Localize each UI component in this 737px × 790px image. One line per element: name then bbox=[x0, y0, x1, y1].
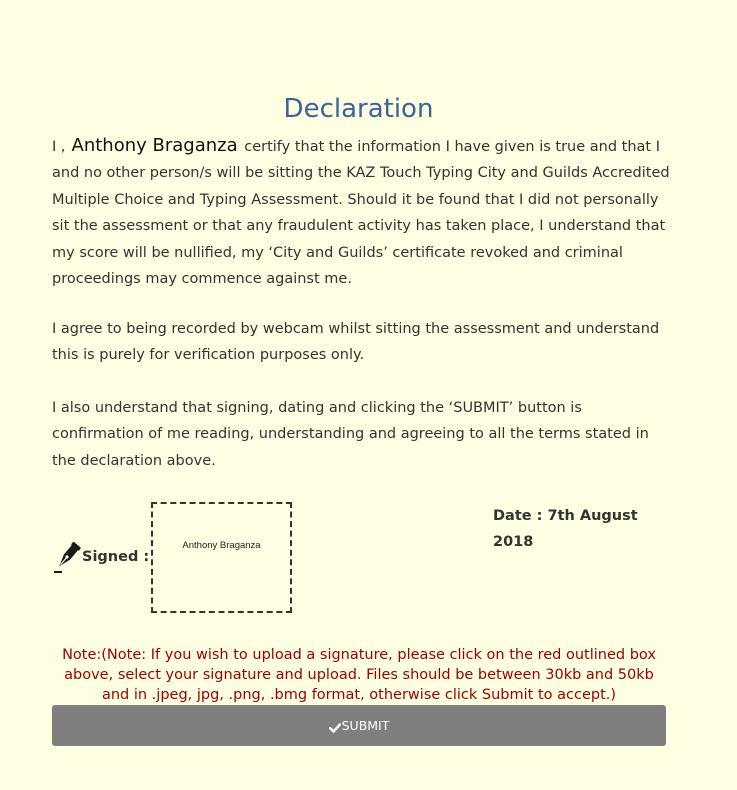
upload-note: Note:(Note: If you wish to upload a signature, please click on the red outlined box above, select your signature and upload. Files should be between 30kb and 50kb and in .jpeg, jpg, .png, .bmg format, otherwise click Submit to accept.) bbox=[62, 647, 656, 703]
declarant-name: Anthony Braganza bbox=[71, 135, 238, 156]
pen-icon bbox=[52, 540, 82, 574]
signed-label: Signed : bbox=[82, 549, 150, 565]
page-title: Declaration bbox=[283, 94, 434, 124]
check-icon bbox=[329, 721, 341, 731]
signature-value: Anthony Braganza bbox=[182, 540, 261, 551]
declaration-paragraph-1 bbox=[52, 133, 672, 292]
declaration-paragraph-3: I also understand that signing, dating and clicking the ‘SUBMIT’ button is confirmation of me reading, understanding and agreeing to all the terms stated in the declaration above. bbox=[52, 400, 649, 469]
signed-label-group bbox=[52, 540, 149, 574]
declaration-text-1: certify that the information I have given is true and that I and no other person/s will be sitting the KAZ Touch Typing City and Guilds Accredited Multiple Choice and Typing Assessment. Should it be found that I did not personally sit the assessment or that any fraudulent activity has taken place, I understand that my score will be nullified, my ‘City and Guilds’ certificate revoked and criminal proceedings may commence against me. bbox=[52, 139, 670, 288]
signature-upload-box[interactable] bbox=[151, 502, 292, 613]
declaration-date: Date : 7th August 2018 bbox=[493, 508, 638, 550]
declaration-prefix: I , bbox=[52, 139, 66, 155]
submit-label: SUBMIT bbox=[341, 718, 390, 733]
declaration-paragraph-2: I agree to being recorded by webcam whilst sitting the assessment and understand this is purely for verification purposes only. bbox=[52, 321, 660, 364]
submit-button[interactable] bbox=[52, 705, 666, 746]
